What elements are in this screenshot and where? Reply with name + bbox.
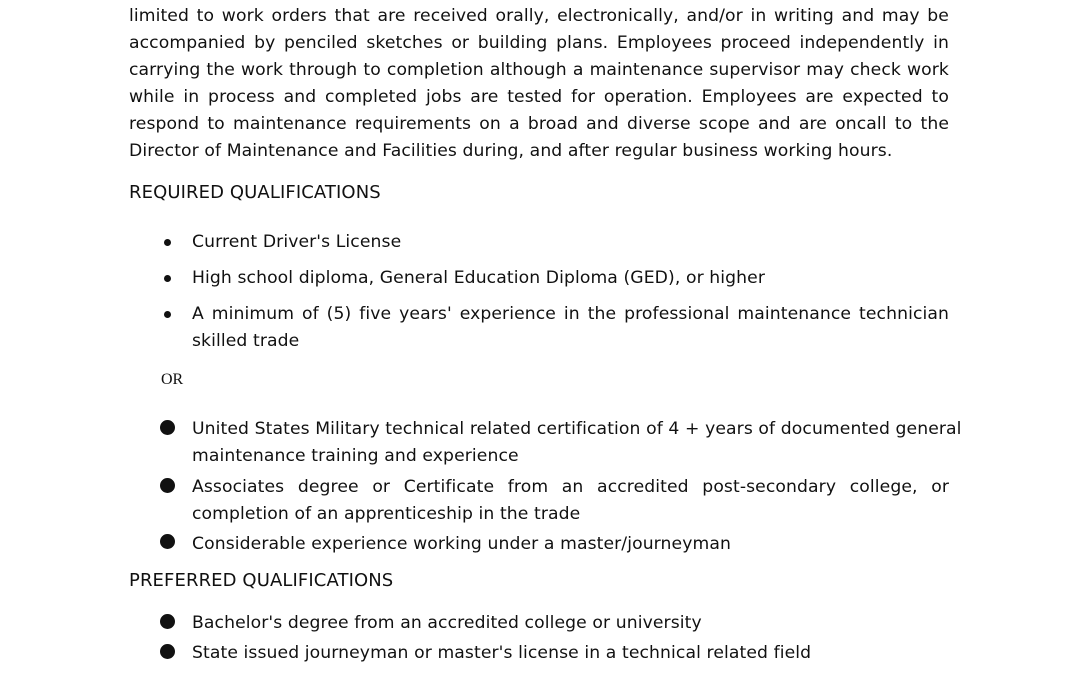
intro-line: limited to work orders that are received orally, electronically, and/or in writing and may be [129,6,949,26]
list-item-text: Associates degree or Certificate from an accredited post-secondary college, or [192,477,949,497]
intro-line: accompanied by penciled sketches or building plans. Employees proceed independently in [129,33,949,53]
preferred-qualifications-heading: PREFERRED QUALIFICATIONS [129,570,394,591]
list-item [192,531,949,558]
list-item [192,474,949,528]
bullet-icon [160,420,175,435]
bullet-icon [164,239,171,246]
list-item-text: High school diploma, General Education Diploma (GED), or higher [192,268,766,288]
list-item-text: Considerable experience working under a master/journeyman [192,534,731,554]
intro-line: while in process and completed jobs are tested for operation. Employees are expected to [129,87,949,107]
list-item-text: United States Military technical related certification of 4 + years of documented general [192,419,962,439]
intro-paragraph [129,3,949,165]
intro-line: respond to maintenance requirements on a broad and diverse scope and are oncall to the [129,114,949,134]
bullet-icon [160,644,175,659]
intro-line: carrying the work through to completion although a maintenance supervisor may check work [129,60,949,80]
list-item [192,301,949,355]
required-qualifications-heading: REQUIRED QUALIFICATIONS [129,182,381,203]
list-item [192,640,949,667]
list-item-text: Current Driver's License [192,232,402,252]
list-item-text: maintenance training and experience [192,446,519,466]
bullet-icon [160,478,175,493]
intro-line: Director of Maintenance and Facilities during, and after regular business working hours. [129,141,893,161]
list-item [192,610,949,637]
bullet-icon [164,311,171,318]
bullet-icon [160,534,175,549]
list-item [192,229,949,256]
or-separator: OR [161,371,184,388]
list-item-text: A minimum of (5) five years' experience in the professional maintenance technician [192,304,949,324]
bullet-icon [164,275,171,282]
list-item-text: completion of an apprenticeship in the trade [192,504,581,524]
list-item-text: skilled trade [192,331,300,351]
list-item-text: Bachelor's degree from an accredited college or university [192,613,702,633]
list-item-text: State issued journeyman or master's license in a technical related field [192,643,812,663]
list-item [192,265,949,292]
bullet-icon [160,614,175,629]
list-item [192,416,962,470]
